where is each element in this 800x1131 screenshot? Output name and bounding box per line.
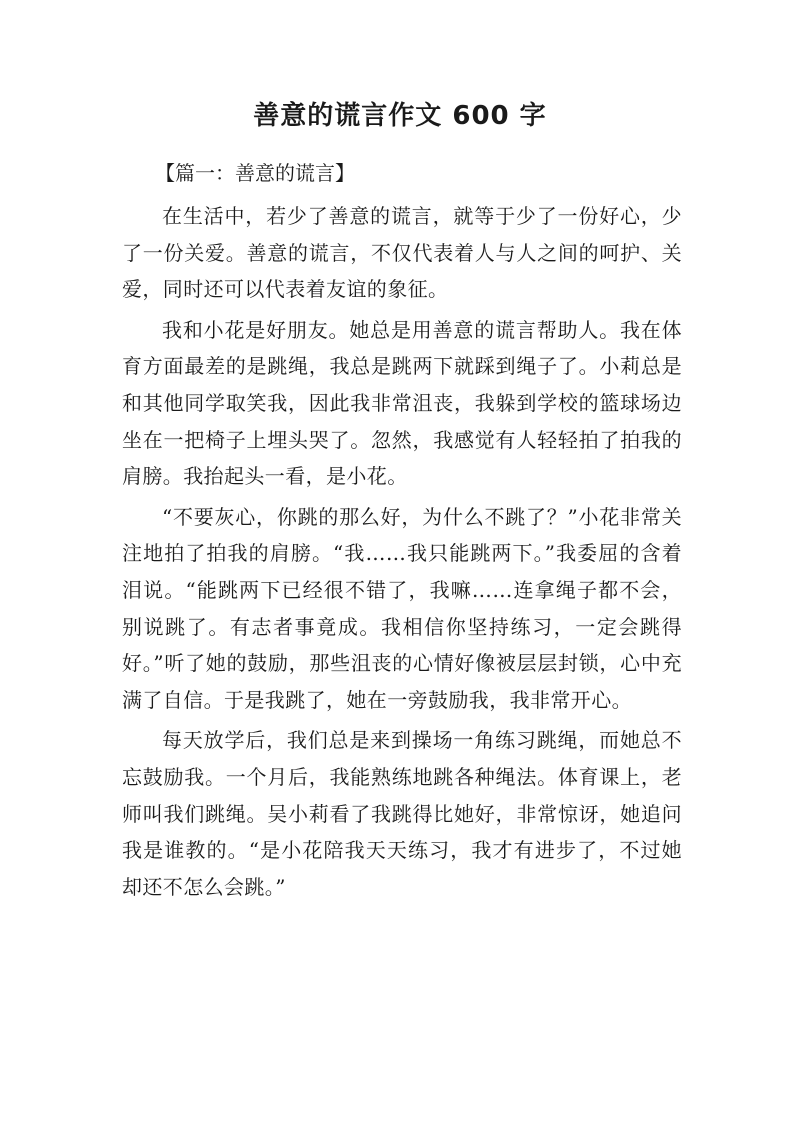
section-heading: 【篇一：善意的谎言】	[155, 161, 355, 185]
paragraph: “不要灰心，你跳的那么好，为什么不跳了？”小花非常关注地拍了拍我的肩膀。“我……我只能跳两下。”我委屈的含着泪说。“能跳两下已经很不错了，我嘛……连拿绳子都不会，别说跳了。有志者事竟成。我相信你坚持练习，一定会跳得好。”听了她的鼓励，那些沮丧的心情好像被层层封锁，心中充满了自信。于是我跳了，她在一旁鼓励我，我非常开心。	[122, 504, 682, 712]
paragraph: 每天放学后，我们总是来到操场一角练习跳绳，而她总不忘鼓励我。一个月后，我能熟练地跳各种绳法。体育课上，老师叫我们跳绳。吴小莉看了我跳得比她好，非常惊讶，她追问我是谁教的。“是小花陪我天天练习，我才有进步了，不过她却还不怎么会跳。”	[122, 728, 682, 899]
page-title: 善意的谎言作文 600 字	[253, 101, 547, 131]
body-text	[122, 198, 682, 909]
paragraph: 在生活中，若少了善意的谎言，就等于少了一份好心，少了一份关爱。善意的谎言，不仅代表着人与人之间的呵护、关爱，同时还可以代表着友谊的象征。	[122, 204, 682, 302]
paragraph: 我和小花是好朋友。她总是用善意的谎言帮助人。我在体育方面最差的是跳绳，我总是跳两下就踩到绳子了。小莉总是和其他同学取笑我，因此我非常沮丧，我躲到学校的篮球场边坐在一把椅子上埋头哭了。忽然，我感觉有人轻轻拍了拍我的肩膀。我抬起头一看，是小花。	[122, 317, 682, 489]
